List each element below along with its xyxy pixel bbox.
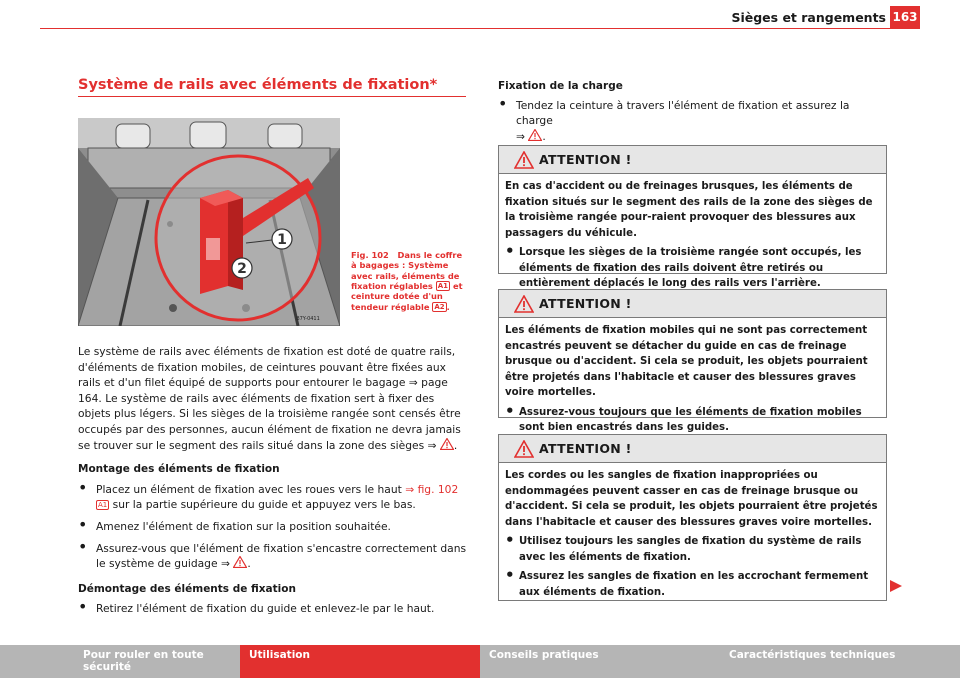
header-divider [40, 28, 920, 29]
callout-2-label: 2 [237, 261, 247, 277]
caption-mid: et ceinture dotée d'un tendeur réglable [351, 280, 463, 312]
warning-triangle-icon [514, 295, 534, 313]
mount-step-2: • Amenez l'élément de fixation sur la position souhaitée. [78, 519, 470, 535]
next-page-arrow-icon[interactable] [890, 580, 902, 592]
attention-text: Les cordes ou les sangles de fixation inappropriées ou endommagées peuvent casser en cas de freinage brusque ou d'accident. Si cela se produit, les objets pourraient être projetés dans l'habitacle et causer des blessures graves voire mortelles. [505, 470, 878, 528]
mount-heading: Montage des éléments de fixation [78, 463, 280, 476]
figure-caption: Fig. 102 Dans le coffre à bagages : Système avec rails, éléments de fixation réglables A1 et ceinture dotée d'un tendeur réglable A2 . [351, 250, 463, 312]
mount-badge-a1: A1 [98, 501, 108, 510]
dismount-heading: Démontage des éléments de fixation [78, 582, 296, 595]
tab-practical-tips[interactable]: Conseils pratiques [480, 645, 720, 678]
attention-body [499, 463, 886, 608]
fix-step-1: • Tendez la ceinture à travers l'élément de fixation et assurez la charge ⇒ . [498, 98, 886, 145]
attention-text: Les éléments de fixation mobiles qui ne sont pas correctement encastrés peuvent se détacher du guide en cas de freinage brusque ou d'accident. Si cela se produit, les objets pourraient être projetés dans l'habitacle et causer des blessures graves voire mortelles. [505, 325, 868, 398]
fix-heading: Fixation de la charge [498, 80, 623, 92]
mount-step-1-text: Placez un élément de fixation avec les roues vers le haut [96, 482, 402, 496]
intro-arrow-2: ⇒ [427, 438, 437, 452]
trunk-rail-figure [78, 118, 340, 326]
attention-text: En cas d'accident ou de freinages brusques, les éléments de fixation situés sur le segment des rails de la zone des sièges de la troisième rangée pour-raient provoquer des blessures aux passagers du véhicule. [505, 181, 873, 239]
footer-nav [0, 645, 960, 678]
attention-bullet: • Assurez les sangles de fixation en les accrochant fermement aux éléments de fixation. [505, 569, 880, 600]
attention-box-3 [498, 434, 887, 601]
attention-body [499, 318, 886, 444]
page-ref-link[interactable]: page 164 [78, 376, 448, 405]
mount-step-1 [78, 482, 470, 513]
attention-bullet: • Lorsque les sièges de la troisième rangée sont occupés, les éléments de fixation des rails doivent être retirés ou entièrement déplacés le long des rails vers l'arrière. [505, 245, 880, 292]
badge-a1: A1 [437, 282, 449, 291]
mount-step-1-text-b: sur la partie supérieure du guide et appuyez vers le bas. [112, 498, 416, 512]
mount-step-3-text: Assurez-vous que l'élément de fixation s'encastre correctement dans le système de guidage [96, 541, 467, 571]
callout-1-label: 1 [277, 232, 287, 248]
intro-arrow: ⇒ [408, 376, 418, 390]
right-column-text [498, 79, 886, 150]
chapter-title: Sièges et rangements [731, 10, 886, 25]
page-header [0, 0, 960, 34]
caption-text: Dans le coffre à bagages : Système avec rails, éléments de fixation réglables [351, 250, 463, 291]
attention-box-1 [498, 145, 887, 289]
intro-paragraph: Le système de rails avec éléments de fixation est doté de quatre rails, d'éléments de fixation mobiles, de ceintures pouvant être fixées aux rails et d'un filet équipé de supports pour entourer le bagage ⇒ page 164. Le système de rails avec éléments de fixation sert à fixer des objets plus légers. Si les sièges de la troisième rangée sont censés être occupés par des personnes, aucun élément de fixation ne devra jamais se trouver sur le segment des rails situé dans la zone des sièges ⇒ . [78, 345, 461, 452]
dismount-step-1: • Retirez l'élément de fixation du guide et enlevez-le par le haut. [78, 601, 470, 617]
attention-header [499, 290, 886, 318]
attention-label: ATTENTION ! [539, 152, 632, 167]
attention-label: ATTENTION ! [539, 441, 632, 456]
intro-text-2: . Le système de rails avec éléments de fixation sert à fixer des objets plus légers. Si les sièges de la troisième rangée sont censés être occupés par des personnes, aucun élément de fixation ne devra jamais se trouver sur le segment des rails situé dans la zone des sièges [78, 391, 461, 452]
fix-arrow: ⇒ [516, 129, 525, 143]
fig-ref-link[interactable]: ⇒ fig. 102 [405, 482, 459, 496]
page-number: 163 [890, 6, 920, 28]
section-divider [78, 96, 466, 97]
tab-technical-specs[interactable]: Caractéristiques techniques [720, 645, 960, 678]
tab-safety[interactable]: Pour rouler en toute sécurité [0, 645, 240, 678]
caption-prefix: Fig. 102 [351, 250, 389, 260]
tab-usage[interactable]: Utilisation [240, 645, 480, 678]
attention-bullet: • Assurez-vous toujours que les éléments de fixation mobiles sont bien encastrés dans les guides. [505, 405, 880, 436]
attention-body [499, 174, 886, 300]
intro-text-1: Le système de rails avec éléments de fixation est doté de quatre rails, d'éléments de fixation mobiles, de ceintures pouvant être fixées aux rails et d'un filet équipé de supports pour entourer le bagage [78, 345, 456, 390]
fix-step-1-text: Tendez la ceinture à travers l'élément de fixation et assurez la charge [516, 98, 850, 128]
warning-icon[interactable] [528, 129, 542, 141]
warning-triangle-icon [514, 440, 534, 458]
warning-triangle-icon [514, 151, 534, 169]
attention-bullet: • Utilisez toujours les sangles de fixation du système de rails avec les éléments de fixation. [505, 534, 880, 565]
warning-icon[interactable] [440, 438, 454, 450]
warning-icon[interactable] [233, 556, 247, 568]
left-column-text [78, 344, 470, 623]
trunk-illustration [78, 118, 340, 326]
section-title: Système de rails avec éléments de fixation* [78, 77, 438, 93]
image-code: B7Y-0411 [296, 316, 320, 322]
attention-label: ATTENTION ! [539, 296, 632, 311]
attention-box-2 [498, 289, 887, 433]
mount-step-3-arrow: ⇒ [220, 557, 230, 571]
badge-a2: A2 [434, 303, 445, 312]
mount-step-3: • Assurez-vous que l'élément de fixation s'encastre correctement dans le système de guidage ⇒ . [78, 541, 470, 572]
attention-header [499, 146, 886, 174]
attention-header [499, 435, 886, 463]
